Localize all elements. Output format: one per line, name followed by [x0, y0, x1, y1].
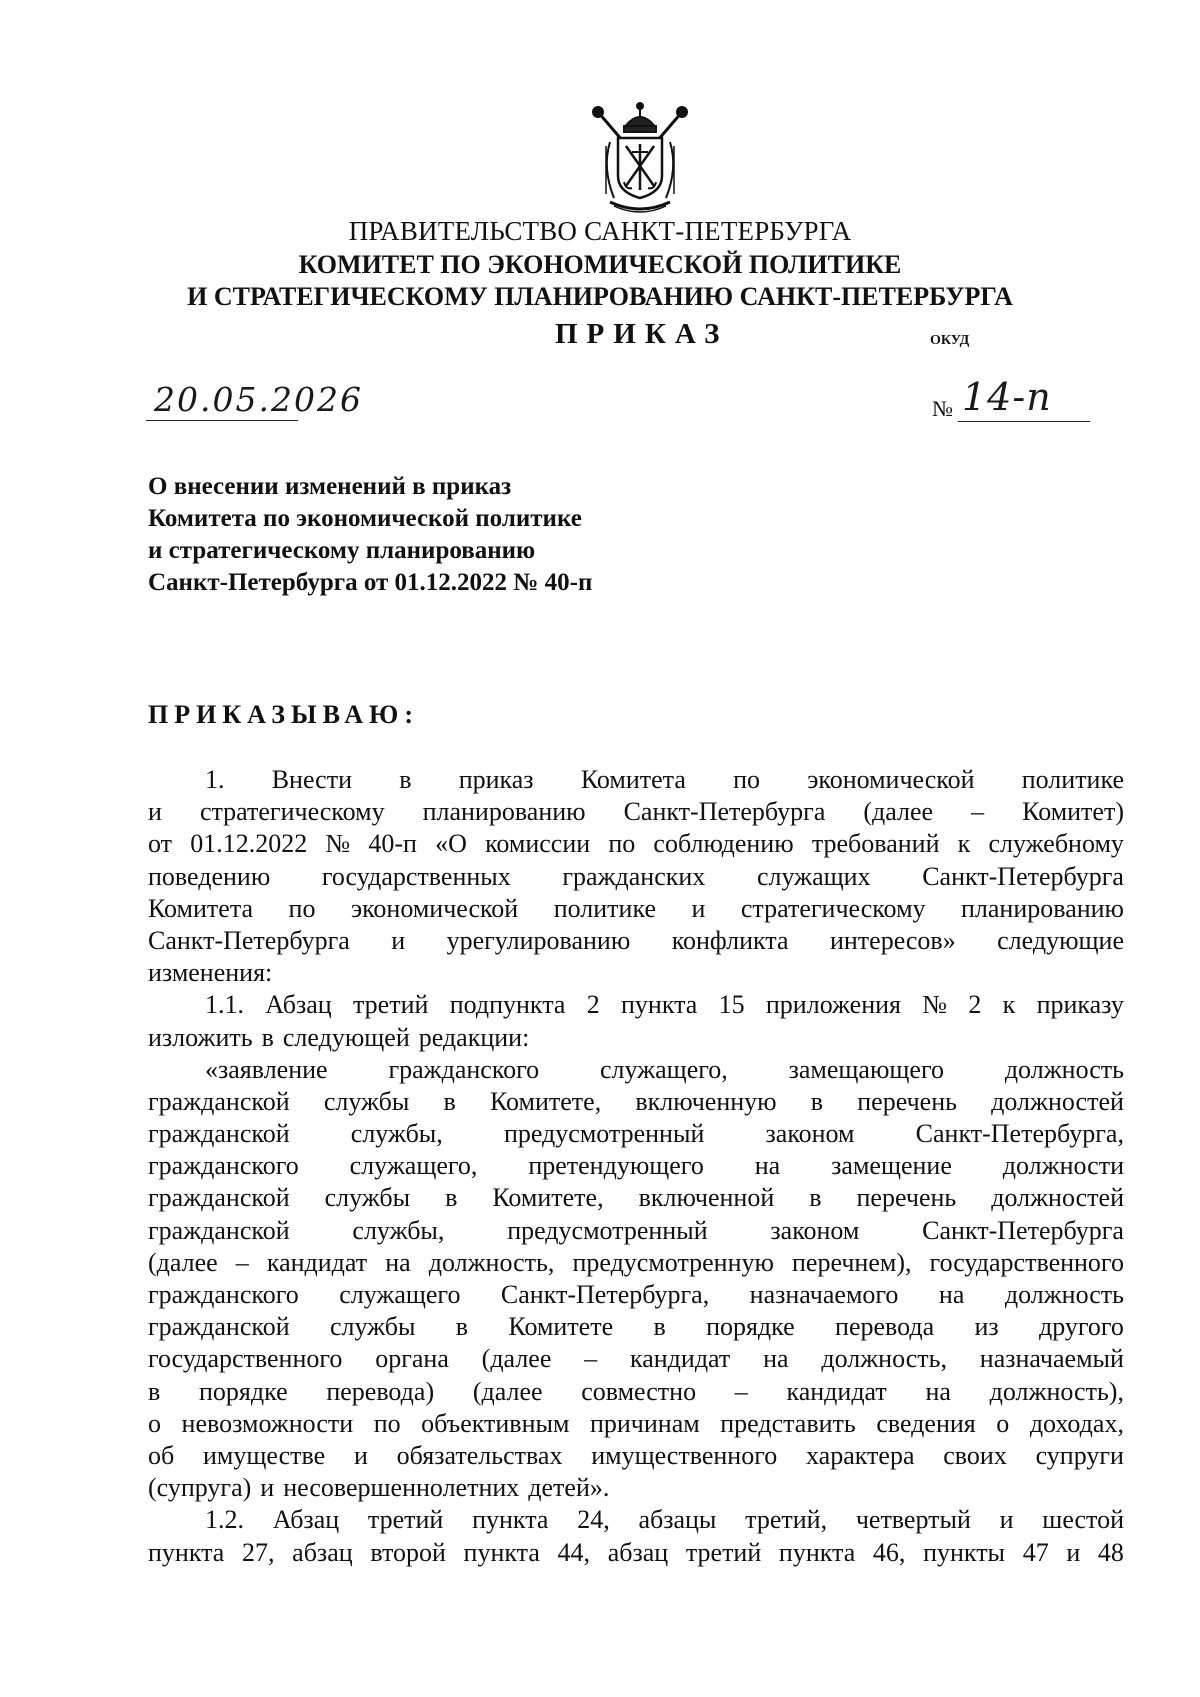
- body-word: (далее: [472, 1376, 543, 1406]
- body-word: №: [325, 829, 351, 859]
- body-word: доходах,: [1029, 1408, 1124, 1438]
- body-word: третий: [367, 1505, 444, 1535]
- body-word: следующие: [997, 925, 1124, 955]
- body-word: претендующего: [528, 1151, 704, 1181]
- body-word: гражданской: [148, 1312, 290, 1342]
- body-word: о: [996, 1408, 1010, 1438]
- body-word: Комитет): [1022, 797, 1124, 827]
- body-word: к: [1002, 990, 1016, 1020]
- body-word: третий,: [745, 1505, 828, 1535]
- body-word: гражданской: [148, 1086, 290, 1116]
- body-word: и: [391, 925, 406, 955]
- number-underline: [958, 421, 1090, 422]
- body-word: интересов»: [829, 925, 956, 955]
- body-word: пункта: [463, 1537, 540, 1567]
- body-line: [148, 1537, 1124, 1569]
- body-word: перевода: [835, 1312, 935, 1342]
- body-word: должности: [1002, 1151, 1124, 1181]
- body-word: приказ: [458, 765, 534, 794]
- body-word: должность: [1004, 1054, 1124, 1084]
- body-word: кандидат: [266, 1247, 368, 1277]
- body-word: 15: [718, 990, 745, 1020]
- body-word: планированию: [961, 893, 1124, 923]
- order-body: [148, 764, 1124, 1569]
- body-word: гражданских: [562, 861, 706, 891]
- body-word: и: [999, 1505, 1014, 1535]
- body-word: в: [148, 1376, 161, 1406]
- body-word: 46,: [872, 1537, 906, 1567]
- body-line: [148, 1279, 1124, 1311]
- body-word: государственных: [321, 861, 511, 891]
- body-word: экономической: [350, 893, 519, 923]
- body-line: [148, 1376, 1124, 1408]
- body-word: органа: [375, 1344, 449, 1374]
- body-word: служащего,: [349, 1151, 478, 1181]
- body-word: 2: [586, 990, 600, 1020]
- body-word: должность,: [821, 1344, 947, 1374]
- body-word: должность),: [989, 1376, 1124, 1406]
- body-word: замещающего: [788, 1054, 944, 1084]
- date-underline: [146, 420, 298, 421]
- body-word: пункты: [923, 1537, 1006, 1567]
- body-word: должностей: [991, 1183, 1124, 1213]
- body-word: на: [763, 1344, 789, 1374]
- body-word: 48: [1097, 1537, 1124, 1567]
- body-word: приказу: [1036, 990, 1124, 1020]
- body-word: государственного: [148, 1344, 343, 1374]
- body-word: Комитете: [508, 1312, 614, 1342]
- body-word: 2: [968, 990, 982, 1020]
- body-word: –: [734, 1376, 748, 1406]
- body-word: своих: [943, 1440, 1007, 1470]
- body-line: [148, 1022, 1124, 1054]
- okud-label: ОКУД: [930, 333, 970, 348]
- body-line: [148, 796, 1124, 828]
- body-word: «О: [435, 829, 467, 859]
- body-word: совместно: [581, 1376, 697, 1406]
- body-word: в: [443, 1086, 456, 1116]
- body-word: несовершеннолетних: [283, 1473, 520, 1503]
- body-word: другого: [1039, 1312, 1124, 1342]
- body-line: [148, 893, 1124, 925]
- body-word: замещение: [831, 1151, 952, 1181]
- government-title: ПРАВИТЕЛЬСТВО САНКТ-ПЕТЕРБУРГА: [348, 216, 852, 246]
- body-word: 1.1.: [205, 990, 244, 1020]
- body-word: второй: [370, 1537, 446, 1567]
- body-word: гражданского: [148, 1280, 299, 1309]
- body-word: Абзац: [272, 1505, 340, 1535]
- body-line: [148, 1472, 1124, 1504]
- body-word: должность,: [428, 1247, 555, 1277]
- body-word: служащего,: [600, 1054, 728, 1084]
- body-word: Абзац: [265, 990, 332, 1020]
- body-word: гражданского: [148, 1151, 299, 1181]
- body-word: Санкт-Петербурга,: [915, 1119, 1124, 1149]
- body-word: политике: [1021, 765, 1124, 794]
- body-word: (супруга): [148, 1473, 252, 1503]
- body-word: 40-п: [368, 829, 417, 859]
- body-word: Санкт-Петербурга: [623, 797, 826, 827]
- body-word: (далее: [481, 1344, 552, 1374]
- body-line: [148, 1504, 1124, 1536]
- body-word: 24,: [577, 1505, 610, 1535]
- body-word: (далее: [863, 797, 934, 827]
- body-word: от: [148, 829, 173, 859]
- body-word: службы: [324, 1183, 411, 1213]
- body-word: в: [399, 765, 412, 794]
- body-line: [148, 828, 1124, 860]
- body-word: Комитете,: [492, 1183, 604, 1213]
- coat-of-arms-emblem: [584, 98, 696, 218]
- committee-title-line2: И СТРАТЕГИЧЕСКОМУ ПЛАНИРОВАНИЮ САНКТ-ПЕТЕРБУРГА: [187, 282, 1013, 311]
- body-word: №: [922, 990, 948, 1020]
- handwritten-date: 20.05.2026: [154, 380, 363, 419]
- body-word: на: [385, 1247, 411, 1277]
- body-word: политике: [553, 893, 656, 923]
- body-word: 01.12.2022: [190, 829, 308, 859]
- body-line: [148, 1343, 1124, 1375]
- body-word: изменения:: [148, 958, 273, 988]
- body-word: служащих: [756, 861, 871, 891]
- body-word: в: [653, 1312, 666, 1342]
- body-word: в: [445, 1183, 458, 1213]
- body-word: третий: [352, 990, 429, 1020]
- body-word: урегулированию: [446, 925, 631, 955]
- committee-title-line1: КОМИТЕТ ПО ЭКОНОМИЧЕСКОЙ ПОЛИТИКЕ: [298, 250, 902, 279]
- body-word: гражданской: [148, 1215, 290, 1245]
- body-word: детей».: [528, 1473, 610, 1503]
- body-word: порядке: [198, 1376, 288, 1406]
- body-word: пункта: [472, 1505, 549, 1535]
- subject-line: и стратегическому планированию: [148, 537, 536, 564]
- body-word: объективным: [421, 1408, 570, 1438]
- body-word: сведения: [876, 1408, 976, 1438]
- body-word: в: [809, 1183, 822, 1213]
- body-word: по: [373, 1408, 401, 1438]
- body-word: и: [148, 797, 162, 827]
- body-word: перечнем),: [791, 1247, 912, 1277]
- body-word: –: [971, 797, 985, 827]
- body-word: должностей: [991, 1086, 1124, 1116]
- body-word: по: [733, 765, 760, 794]
- body-line: [148, 1440, 1124, 1472]
- body-word: и: [353, 1440, 368, 1470]
- body-word: Санкт-Петербурга: [148, 925, 350, 955]
- body-word: службы: [329, 1312, 416, 1342]
- body-word: подпункта: [449, 990, 566, 1020]
- order-subject: [148, 471, 592, 599]
- body-word: изложить: [148, 1022, 253, 1052]
- body-word: Санкт-Петербурга,: [500, 1280, 710, 1309]
- body-word: об: [148, 1440, 175, 1470]
- body-word: комиссии: [485, 829, 591, 859]
- body-word: следующей: [282, 1022, 410, 1052]
- body-word: шестой: [1042, 1505, 1124, 1535]
- body-line: [148, 1118, 1124, 1150]
- body-word: супруги: [1035, 1440, 1124, 1470]
- body-word: и: [260, 1473, 275, 1503]
- body-word: службы: [323, 1086, 410, 1116]
- body-line: [148, 861, 1124, 893]
- body-word: назначаемого: [749, 1280, 899, 1309]
- body-word: гражданской: [148, 1119, 290, 1149]
- body-word: в: [455, 1312, 469, 1342]
- body-word: характера: [806, 1440, 915, 1470]
- body-word: третий: [685, 1537, 762, 1567]
- body-word: на: [938, 1280, 965, 1309]
- body-word: абзац: [607, 1537, 669, 1567]
- body-word: представить: [720, 1408, 856, 1438]
- body-word: соблюдению: [653, 829, 794, 859]
- body-word: включенной: [638, 1183, 775, 1213]
- body-word: –: [235, 1247, 249, 1277]
- body-word: кандидат: [629, 1344, 731, 1374]
- body-line: [148, 1182, 1124, 1214]
- body-line: [148, 1408, 1124, 1440]
- body-word: на: [925, 1376, 951, 1406]
- body-word: законом: [770, 1215, 860, 1245]
- subject-line: Комитета по экономической политике: [148, 505, 582, 532]
- body-word: экономической: [807, 765, 975, 794]
- body-word: включенную: [635, 1086, 777, 1116]
- body-word: –: [584, 1344, 598, 1374]
- body-word: гражданского: [388, 1054, 540, 1084]
- body-word: 1.: [205, 765, 225, 794]
- body-word: предусмотренный: [507, 1215, 708, 1245]
- body-word: планированию: [422, 797, 586, 827]
- body-word: по: [288, 893, 316, 923]
- body-word: предусмотренный: [503, 1119, 705, 1149]
- body-word: причинам: [589, 1408, 700, 1438]
- body-word: Комитета: [580, 765, 686, 794]
- body-word: Санкт-Петербурга: [922, 1215, 1124, 1245]
- body-line: [148, 925, 1124, 957]
- number-label: №: [932, 396, 953, 421]
- body-word: гражданской: [148, 1183, 290, 1213]
- body-line: [148, 989, 1124, 1021]
- body-word: приложения: [765, 990, 901, 1020]
- body-word: 44,: [557, 1537, 591, 1567]
- body-word: к: [957, 829, 971, 859]
- body-word: требований: [811, 829, 940, 859]
- body-word: кандидат: [786, 1376, 887, 1406]
- body-word: о: [148, 1408, 161, 1438]
- body-word: абзацы: [638, 1505, 717, 1535]
- body-word: перевода): [326, 1376, 435, 1406]
- body-word: назначаемый: [979, 1344, 1124, 1374]
- body-word: государственного: [929, 1247, 1124, 1277]
- body-line: [148, 1311, 1124, 1343]
- body-line: [148, 1054, 1124, 1086]
- body-word: и: [691, 893, 706, 923]
- body-word: обязательствах: [396, 1440, 563, 1470]
- body-word: Санкт-Петербурга: [922, 861, 1124, 891]
- body-word: стратегическому: [199, 797, 385, 827]
- subject-line: О внесении изменений в приказ: [148, 473, 512, 500]
- body-line: [148, 764, 1124, 796]
- body-word: (далее: [148, 1247, 218, 1277]
- body-word: Внести: [271, 765, 352, 794]
- body-word: четвертый: [855, 1505, 971, 1535]
- body-word: редакции:: [418, 1022, 530, 1052]
- body-word: абзац: [292, 1537, 353, 1567]
- body-word: конфликта: [671, 925, 789, 955]
- body-word: из: [974, 1312, 999, 1342]
- body-word: стратегическому: [740, 893, 926, 923]
- body-word: служебному: [988, 829, 1124, 859]
- body-word: Комитета: [148, 893, 254, 923]
- body-word: по: [608, 829, 636, 859]
- body-word: поведению: [148, 861, 271, 891]
- body-word: пункта: [778, 1537, 856, 1567]
- body-line: [148, 1215, 1124, 1247]
- body-word: в: [261, 1022, 274, 1052]
- document-type: ПРИКАЗ: [555, 318, 729, 350]
- body-word: службы,: [350, 1119, 443, 1149]
- body-line: [148, 957, 1124, 989]
- body-word: предусмотренную: [572, 1247, 774, 1277]
- body-word: и: [1066, 1537, 1081, 1567]
- handwritten-number: 14-п: [962, 375, 1052, 419]
- body-word: невозможности: [181, 1408, 354, 1438]
- body-word: служащего: [339, 1280, 461, 1309]
- body-word: «заявление: [205, 1054, 328, 1084]
- body-word: 27,: [242, 1537, 275, 1567]
- body-word: службы,: [352, 1215, 445, 1245]
- body-word: на: [754, 1151, 781, 1181]
- subject-line: Санкт-Петербурга от 01.12.2022 № 40-п: [148, 569, 593, 596]
- body-word: порядке: [706, 1312, 795, 1342]
- body-line: [148, 1247, 1124, 1279]
- body-word: Комитете,: [489, 1086, 602, 1116]
- body-word: 1.2.: [205, 1505, 244, 1535]
- body-line: [148, 1150, 1124, 1182]
- body-word: в: [810, 1086, 824, 1116]
- body-word: перечень: [856, 1183, 957, 1213]
- body-word: законом: [765, 1119, 855, 1149]
- body-word: перечень: [857, 1086, 957, 1116]
- body-word: имущественного: [591, 1440, 778, 1470]
- body-word: пункта: [148, 1537, 225, 1567]
- body-word: 47: [1022, 1537, 1049, 1567]
- body-word: должность: [1004, 1280, 1124, 1309]
- order-directive-heading: ПРИКАЗЫВАЮ:: [148, 700, 419, 729]
- body-word: имуществе: [203, 1440, 326, 1470]
- body-line: [148, 1086, 1124, 1118]
- body-word: пункта: [620, 990, 698, 1020]
